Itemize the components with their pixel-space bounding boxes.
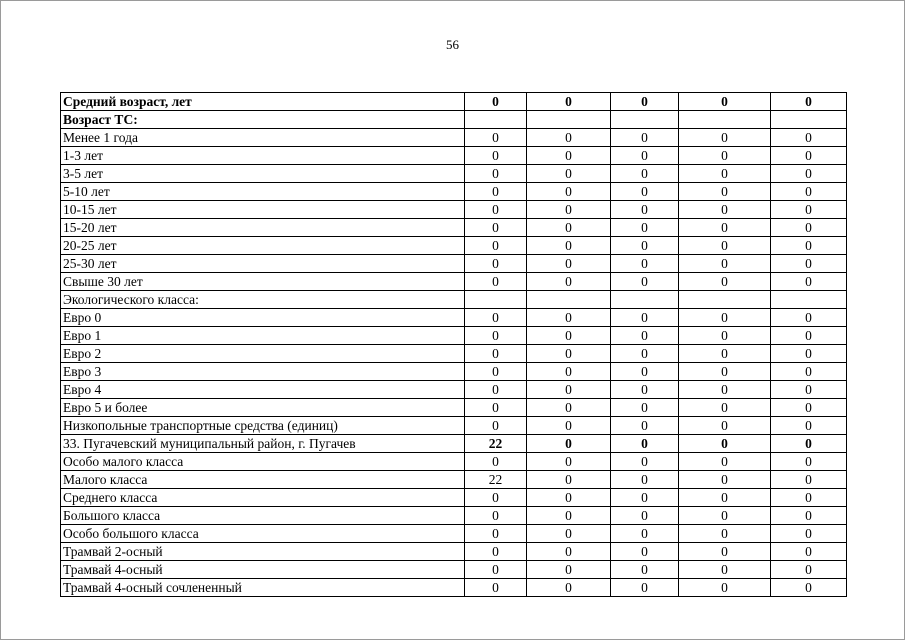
value-cell: 0 xyxy=(679,93,771,111)
value-cell: 22 xyxy=(465,435,527,453)
value-cell: 0 xyxy=(771,489,847,507)
value-cell: 0 xyxy=(679,507,771,525)
value-cell: 0 xyxy=(465,453,527,471)
row-label: Низкопольные транспортные средства (единиц) xyxy=(61,417,465,435)
row-label: Трамвай 2-осный xyxy=(61,543,465,561)
table-row xyxy=(61,489,847,507)
table-row xyxy=(61,237,847,255)
value-cell: 0 xyxy=(611,381,679,399)
value-cell: 0 xyxy=(527,453,611,471)
value-cell: 0 xyxy=(527,381,611,399)
value-cell: 0 xyxy=(771,93,847,111)
value-cell: 0 xyxy=(465,165,527,183)
value-cell: 0 xyxy=(771,129,847,147)
value-cell: 0 xyxy=(611,363,679,381)
value-cell: 0 xyxy=(611,471,679,489)
value-cell: 0 xyxy=(771,183,847,201)
page-number: 56 xyxy=(446,37,459,52)
value-cell: 0 xyxy=(679,417,771,435)
value-cell: 0 xyxy=(771,237,847,255)
row-label: 33. Пугачевский муниципальный район, г. Пугачев xyxy=(61,435,465,453)
value-cell: 0 xyxy=(465,345,527,363)
value-cell: 0 xyxy=(679,471,771,489)
table-row xyxy=(61,363,847,381)
value-cell: 0 xyxy=(771,435,847,453)
value-cell: 0 xyxy=(679,453,771,471)
value-cell: 0 xyxy=(771,309,847,327)
row-label: Евро 4 xyxy=(61,381,465,399)
value-cell: 0 xyxy=(527,219,611,237)
table-row xyxy=(61,399,847,417)
value-cell: 0 xyxy=(527,579,611,597)
value-cell: 0 xyxy=(527,507,611,525)
table-row xyxy=(61,129,847,147)
value-cell: 0 xyxy=(771,201,847,219)
value-cell: 0 xyxy=(679,165,771,183)
table-row xyxy=(61,543,847,561)
value-cell xyxy=(465,111,527,129)
value-cell: 0 xyxy=(611,561,679,579)
value-cell: 0 xyxy=(771,327,847,345)
table-row xyxy=(61,273,847,291)
value-cell: 0 xyxy=(771,165,847,183)
value-cell: 0 xyxy=(465,363,527,381)
value-cell: 0 xyxy=(465,219,527,237)
value-cell: 0 xyxy=(527,327,611,345)
value-cell: 0 xyxy=(465,255,527,273)
value-cell: 0 xyxy=(465,489,527,507)
value-cell: 0 xyxy=(679,183,771,201)
value-cell: 0 xyxy=(527,561,611,579)
value-cell: 0 xyxy=(527,417,611,435)
value-cell: 0 xyxy=(527,435,611,453)
value-cell xyxy=(679,291,771,309)
value-cell: 0 xyxy=(611,93,679,111)
value-cell: 0 xyxy=(679,525,771,543)
value-cell: 0 xyxy=(527,543,611,561)
value-cell: 0 xyxy=(527,237,611,255)
value-cell: 0 xyxy=(679,363,771,381)
value-cell: 0 xyxy=(679,129,771,147)
row-label: Менее 1 года xyxy=(61,129,465,147)
row-label: Возраст ТС: xyxy=(61,111,465,129)
value-cell: 0 xyxy=(679,273,771,291)
value-cell: 0 xyxy=(611,489,679,507)
value-cell: 0 xyxy=(771,507,847,525)
value-cell: 0 xyxy=(679,201,771,219)
value-cell xyxy=(527,291,611,309)
value-cell xyxy=(771,291,847,309)
row-label: Большого класса xyxy=(61,507,465,525)
value-cell: 0 xyxy=(611,345,679,363)
value-cell: 0 xyxy=(771,273,847,291)
value-cell: 0 xyxy=(465,327,527,345)
value-cell: 0 xyxy=(527,345,611,363)
row-label: Среднего класса xyxy=(61,489,465,507)
value-cell: 0 xyxy=(527,489,611,507)
value-cell xyxy=(465,291,527,309)
value-cell: 0 xyxy=(611,579,679,597)
value-cell: 0 xyxy=(527,399,611,417)
row-label: 15-20 лет xyxy=(61,219,465,237)
value-cell: 0 xyxy=(527,255,611,273)
value-cell: 0 xyxy=(611,147,679,165)
value-cell: 0 xyxy=(465,417,527,435)
value-cell: 0 xyxy=(611,309,679,327)
value-cell: 0 xyxy=(611,183,679,201)
value-cell: 0 xyxy=(465,543,527,561)
value-cell: 0 xyxy=(611,255,679,273)
value-cell: 0 xyxy=(771,417,847,435)
value-cell: 0 xyxy=(611,507,679,525)
value-cell: 0 xyxy=(679,489,771,507)
table-row xyxy=(61,417,847,435)
value-cell: 0 xyxy=(679,237,771,255)
value-cell: 0 xyxy=(611,327,679,345)
value-cell: 0 xyxy=(465,273,527,291)
value-cell: 0 xyxy=(465,399,527,417)
value-cell: 0 xyxy=(679,327,771,345)
row-label: 3-5 лет xyxy=(61,165,465,183)
value-cell: 0 xyxy=(611,525,679,543)
value-cell xyxy=(771,111,847,129)
table-row xyxy=(61,147,847,165)
value-cell: 0 xyxy=(771,255,847,273)
row-label: 5-10 лет xyxy=(61,183,465,201)
value-cell: 0 xyxy=(771,471,847,489)
value-cell: 0 xyxy=(771,219,847,237)
row-label: Евро 3 xyxy=(61,363,465,381)
value-cell: 0 xyxy=(771,363,847,381)
value-cell: 0 xyxy=(527,363,611,381)
value-cell: 0 xyxy=(527,165,611,183)
table-row xyxy=(61,471,847,489)
row-label: Экологического класса: xyxy=(61,291,465,309)
value-cell: 0 xyxy=(611,219,679,237)
value-cell: 0 xyxy=(679,147,771,165)
value-cell: 0 xyxy=(527,201,611,219)
table-row xyxy=(61,309,847,327)
value-cell: 0 xyxy=(611,543,679,561)
value-cell: 0 xyxy=(611,273,679,291)
value-cell: 0 xyxy=(611,417,679,435)
value-cell: 0 xyxy=(771,579,847,597)
value-cell: 0 xyxy=(465,147,527,165)
value-cell xyxy=(611,291,679,309)
table-row xyxy=(61,507,847,525)
table-body xyxy=(61,93,847,597)
value-cell: 0 xyxy=(465,579,527,597)
value-cell: 0 xyxy=(527,273,611,291)
value-cell: 0 xyxy=(771,561,847,579)
value-cell: 0 xyxy=(771,525,847,543)
table-row xyxy=(61,453,847,471)
table-row xyxy=(61,435,847,453)
value-cell: 0 xyxy=(679,561,771,579)
value-cell: 0 xyxy=(465,201,527,219)
value-cell: 0 xyxy=(771,147,847,165)
row-label: Малого класса xyxy=(61,471,465,489)
row-label: Трамвай 4-осный сочлененный xyxy=(61,579,465,597)
row-label: Особо большого класса xyxy=(61,525,465,543)
value-cell: 0 xyxy=(679,309,771,327)
value-cell: 0 xyxy=(679,399,771,417)
value-cell: 0 xyxy=(771,381,847,399)
value-cell: 0 xyxy=(679,579,771,597)
value-cell: 0 xyxy=(611,129,679,147)
value-cell: 0 xyxy=(527,309,611,327)
value-cell: 0 xyxy=(465,129,527,147)
value-cell: 0 xyxy=(771,453,847,471)
table-row xyxy=(61,165,847,183)
value-cell: 0 xyxy=(465,561,527,579)
value-cell: 0 xyxy=(771,399,847,417)
value-cell: 0 xyxy=(611,237,679,255)
value-cell: 0 xyxy=(527,147,611,165)
value-cell: 0 xyxy=(611,201,679,219)
value-cell: 0 xyxy=(611,435,679,453)
table-row xyxy=(61,183,847,201)
table-row xyxy=(61,111,847,129)
row-label: Евро 2 xyxy=(61,345,465,363)
value-cell: 0 xyxy=(679,543,771,561)
value-cell: 0 xyxy=(679,381,771,399)
value-cell: 0 xyxy=(679,345,771,363)
value-cell: 0 xyxy=(771,543,847,561)
row-label: Евро 5 и более xyxy=(61,399,465,417)
value-cell: 0 xyxy=(679,255,771,273)
value-cell: 0 xyxy=(465,237,527,255)
value-cell: 0 xyxy=(611,165,679,183)
value-cell: 0 xyxy=(527,129,611,147)
row-label: Трамвай 4-осный xyxy=(61,561,465,579)
row-label: Свыше 30 лет xyxy=(61,273,465,291)
value-cell: 0 xyxy=(527,471,611,489)
value-cell: 0 xyxy=(527,93,611,111)
data-table xyxy=(60,92,847,597)
table-row xyxy=(61,561,847,579)
table-row xyxy=(61,255,847,273)
value-cell xyxy=(679,111,771,129)
table-row xyxy=(61,219,847,237)
row-label: Особо малого класса xyxy=(61,453,465,471)
value-cell: 0 xyxy=(465,183,527,201)
value-cell: 0 xyxy=(465,381,527,399)
row-label: Евро 1 xyxy=(61,327,465,345)
value-cell: 0 xyxy=(465,309,527,327)
value-cell: 0 xyxy=(465,507,527,525)
value-cell: 22 xyxy=(465,471,527,489)
table-row xyxy=(61,345,847,363)
table-row xyxy=(61,291,847,309)
value-cell: 0 xyxy=(771,345,847,363)
table-row xyxy=(61,381,847,399)
row-label: 20-25 лет xyxy=(61,237,465,255)
value-cell xyxy=(527,111,611,129)
table-row xyxy=(61,579,847,597)
row-label: Евро 0 xyxy=(61,309,465,327)
value-cell: 0 xyxy=(465,93,527,111)
value-cell: 0 xyxy=(611,453,679,471)
value-cell xyxy=(611,111,679,129)
value-cell: 0 xyxy=(611,399,679,417)
table-row xyxy=(61,525,847,543)
value-cell: 0 xyxy=(527,183,611,201)
row-label: 10-15 лет xyxy=(61,201,465,219)
value-cell: 0 xyxy=(465,525,527,543)
value-cell: 0 xyxy=(679,219,771,237)
row-label: 25-30 лет xyxy=(61,255,465,273)
table-row xyxy=(61,327,847,345)
value-cell: 0 xyxy=(679,435,771,453)
value-cell: 0 xyxy=(527,525,611,543)
table-row xyxy=(61,201,847,219)
table-row xyxy=(61,93,847,111)
row-label: 1-3 лет xyxy=(61,147,465,165)
row-label: Средний возраст, лет xyxy=(61,93,465,111)
